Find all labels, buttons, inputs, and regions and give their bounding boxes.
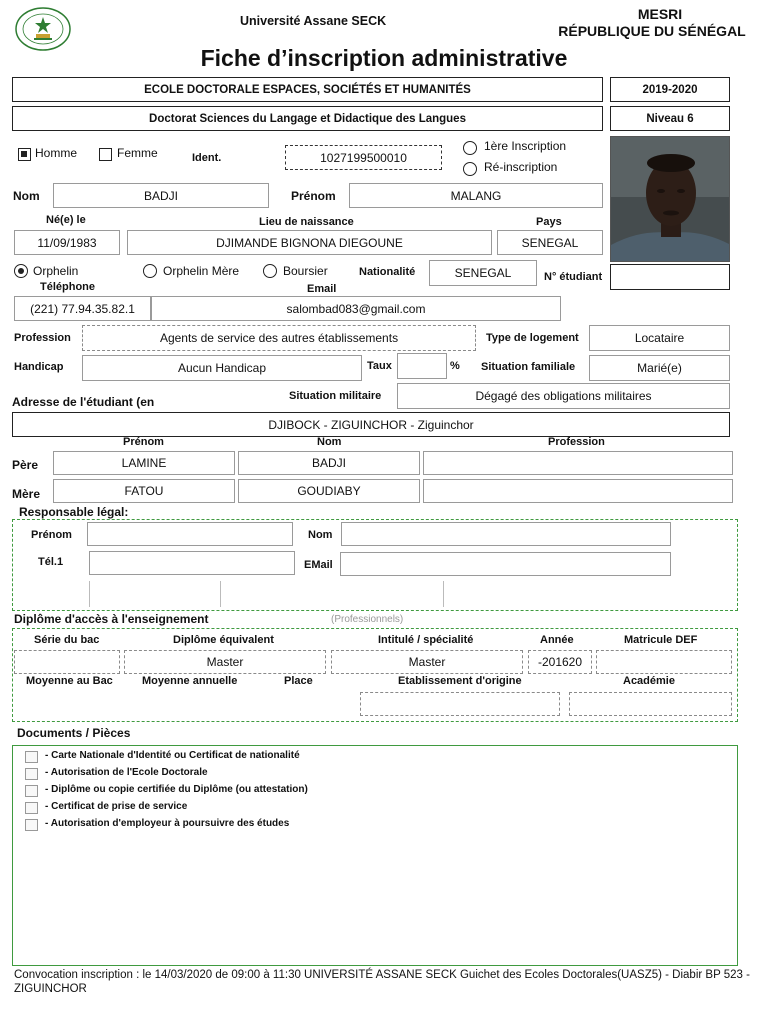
document-checkbox[interactable] (25, 802, 38, 814)
rate-label: Taux (367, 360, 392, 372)
guardian-nom-label: Nom (308, 529, 333, 541)
diploma-etab-field[interactable] (360, 692, 560, 716)
rate-unit: % (450, 360, 460, 372)
diploma-matricule-field[interactable] (596, 650, 732, 674)
father-prenom-field[interactable]: LAMINE (53, 451, 235, 475)
male-checkbox[interactable] (18, 148, 31, 161)
diploma-col-annee: Année (540, 634, 574, 646)
guardian-divider (443, 581, 444, 607)
diploma-academie-field[interactable] (569, 692, 732, 716)
diploma-intitule-field[interactable]: Master (331, 650, 523, 674)
document-checkbox[interactable] (25, 751, 38, 763)
diploma-annee-field[interactable]: -201620 (528, 650, 592, 674)
nationality-field[interactable]: SENEGAL (429, 260, 537, 286)
document-checkbox[interactable] (25, 768, 38, 780)
document-item: - Autorisation d'employeur à poursuivre des études (45, 818, 290, 829)
rate-field[interactable] (397, 353, 447, 379)
guardian-divider (89, 581, 90, 607)
guardian-nom-field[interactable] (341, 522, 671, 546)
doctoral-school-field: ECOLE DOCTORALE ESPACES, SOCIÉTÉS ET HUMANITÉS (12, 77, 603, 102)
documents-title: Documents / Pièces (14, 726, 133, 740)
diploma-col-matricule: Matricule DEF (624, 634, 698, 646)
diploma-col-equiv: Diplôme équivalent (173, 634, 274, 646)
nom-field[interactable]: BADJI (53, 183, 269, 208)
orphan-radio[interactable] (14, 264, 28, 278)
profession-field[interactable]: Agents de service des autres établissements (82, 325, 476, 351)
housing-label: Type de logement (486, 332, 579, 344)
academic-year-field: 2019-2020 (610, 77, 730, 102)
diploma-col-serie: Série du bac (34, 634, 100, 646)
university-name: Université Assane SECK (240, 14, 387, 28)
orphan-mother-radio[interactable] (143, 264, 157, 278)
nom-label: Nom (13, 189, 40, 203)
doctorate-field: Doctorat Sciences du Langage et Didactique des Langues (12, 106, 603, 131)
family-label: Situation familiale (481, 361, 576, 373)
document-checkbox[interactable] (25, 785, 38, 797)
prenom-label: Prénom (291, 189, 336, 203)
document-checkbox[interactable] (25, 819, 38, 831)
address-field[interactable]: DJIBOCK - ZIGUINCHOR - Ziguinchor (12, 412, 730, 437)
document-item: - Autorisation de l'Ecole Doctorale (45, 767, 208, 778)
ident-field[interactable]: 1027199500010 (285, 145, 442, 170)
prenom-field[interactable]: MALANG (349, 183, 603, 208)
military-label: Situation militaire (289, 390, 382, 402)
document-item: - Diplôme ou copie certifiée du Diplôme (ou attestation) (45, 784, 308, 795)
handicap-field[interactable]: Aucun Handicap (82, 355, 362, 381)
re-inscription-label: Ré-inscription (484, 160, 558, 174)
parents-col-prenom: Prénom (123, 436, 164, 448)
ministry-name: MESRI (637, 6, 683, 22)
convocation-note: Convocation inscription : le 14/03/2020 de 09:00 à 11:30 UNIVERSITÉ ASSANE SECK Guichet des Ecoles Doctorales(UASZ5) - Diabir BP 523 - ZIGUINCHOR (14, 969, 750, 995)
phone-field[interactable]: (221) 77.94.35.82.1 (14, 296, 151, 321)
female-checkbox[interactable] (99, 148, 112, 161)
orphan-mother-label: Orphelin Mère (163, 264, 240, 278)
phone-label: Téléphone (40, 281, 96, 293)
handicap-label: Handicap (14, 361, 64, 373)
student-no-field[interactable] (610, 264, 730, 290)
scholar-radio[interactable] (263, 264, 277, 278)
mother-prenom-field[interactable]: FATOU (53, 479, 235, 503)
email-field[interactable]: salombad083@gmail.com (151, 296, 561, 321)
document-item: - Certificat de prise de service (45, 801, 188, 812)
re-inscription-radio[interactable] (463, 162, 477, 176)
student-no-label: N° étudiant (544, 271, 603, 283)
diploma-col-intitule: Intitulé / spécialité (378, 634, 474, 646)
diploma-equiv-field[interactable]: Master (124, 650, 326, 674)
guardian-email-field[interactable] (340, 552, 671, 576)
guardian-prenom-field[interactable] (87, 522, 293, 546)
male-label: Homme (35, 146, 78, 160)
mother-profession-field[interactable] (423, 479, 733, 503)
diploma-col-moy-ann: Moyenne annuelle (142, 675, 238, 687)
diploma-note: (Professionnels) (331, 614, 404, 625)
birthplace-label: Lieu de naissance (259, 216, 354, 228)
guardian-prenom-label: Prénom (31, 529, 72, 541)
address-label: Adresse de l'étudiant (en (12, 395, 155, 409)
first-inscription-radio[interactable] (463, 141, 477, 155)
birthdate-field[interactable]: 11/09/1983 (14, 230, 120, 255)
diploma-col-place: Place (284, 675, 313, 687)
military-field[interactable]: Dégagé des obligations militaires (397, 383, 730, 409)
birthplace-field[interactable]: DJIMANDE BIGNONA DIEGOUNE (127, 230, 492, 255)
parents-col-profession: Profession (548, 436, 605, 448)
female-label: Femme (117, 146, 158, 160)
diploma-col-moy-bac: Moyenne au Bac (26, 675, 113, 687)
diploma-serie-field[interactable] (14, 650, 120, 674)
documents-section (12, 745, 738, 966)
orphan-label: Orphelin (33, 264, 79, 278)
scholar-label: Boursier (283, 264, 328, 278)
guardian-divider (220, 581, 221, 607)
page-title: Fiche d’inscription administrative (200, 45, 568, 71)
diploma-title: Diplôme d'accès à l'enseignement (11, 612, 211, 626)
first-inscription-label: 1ère Inscription (484, 139, 567, 153)
parents-col-nom: Nom (317, 436, 342, 448)
father-profession-field[interactable] (423, 451, 733, 475)
country-field[interactable]: SENEGAL (497, 230, 603, 255)
father-label: Père (12, 458, 39, 472)
guardian-tel-label: Tél.1 (38, 556, 64, 568)
guardian-title: Responsable légal: (16, 505, 131, 519)
country-label: Pays (536, 216, 562, 228)
diploma-col-academie: Académie (623, 675, 675, 687)
student-photo (610, 136, 730, 262)
birthdate-label: Né(e) le (46, 214, 86, 226)
nationality-label: Nationalité (359, 266, 416, 278)
email-label: Email (307, 283, 337, 295)
family-field[interactable]: Marié(e) (589, 355, 730, 381)
diploma-col-etab: Etablissement d'origine (398, 675, 522, 687)
level-field: Niveau 6 (610, 106, 730, 131)
profession-label: Profession (14, 332, 71, 344)
document-item: - Carte Nationale d'Identité ou Certificat de nationalité (45, 750, 300, 761)
mother-nom-field[interactable]: GOUDIABY (238, 479, 420, 503)
housing-field[interactable]: Locataire (589, 325, 730, 351)
guardian-tel-field[interactable] (89, 551, 295, 575)
ident-label: Ident. (192, 152, 222, 164)
father-nom-field[interactable]: BADJI (238, 451, 420, 475)
guardian-email-label: EMail (304, 559, 333, 571)
mother-label: Mère (12, 487, 41, 501)
republic-name: RÉPUBLIQUE DU SÉNÉGAL (558, 23, 746, 39)
